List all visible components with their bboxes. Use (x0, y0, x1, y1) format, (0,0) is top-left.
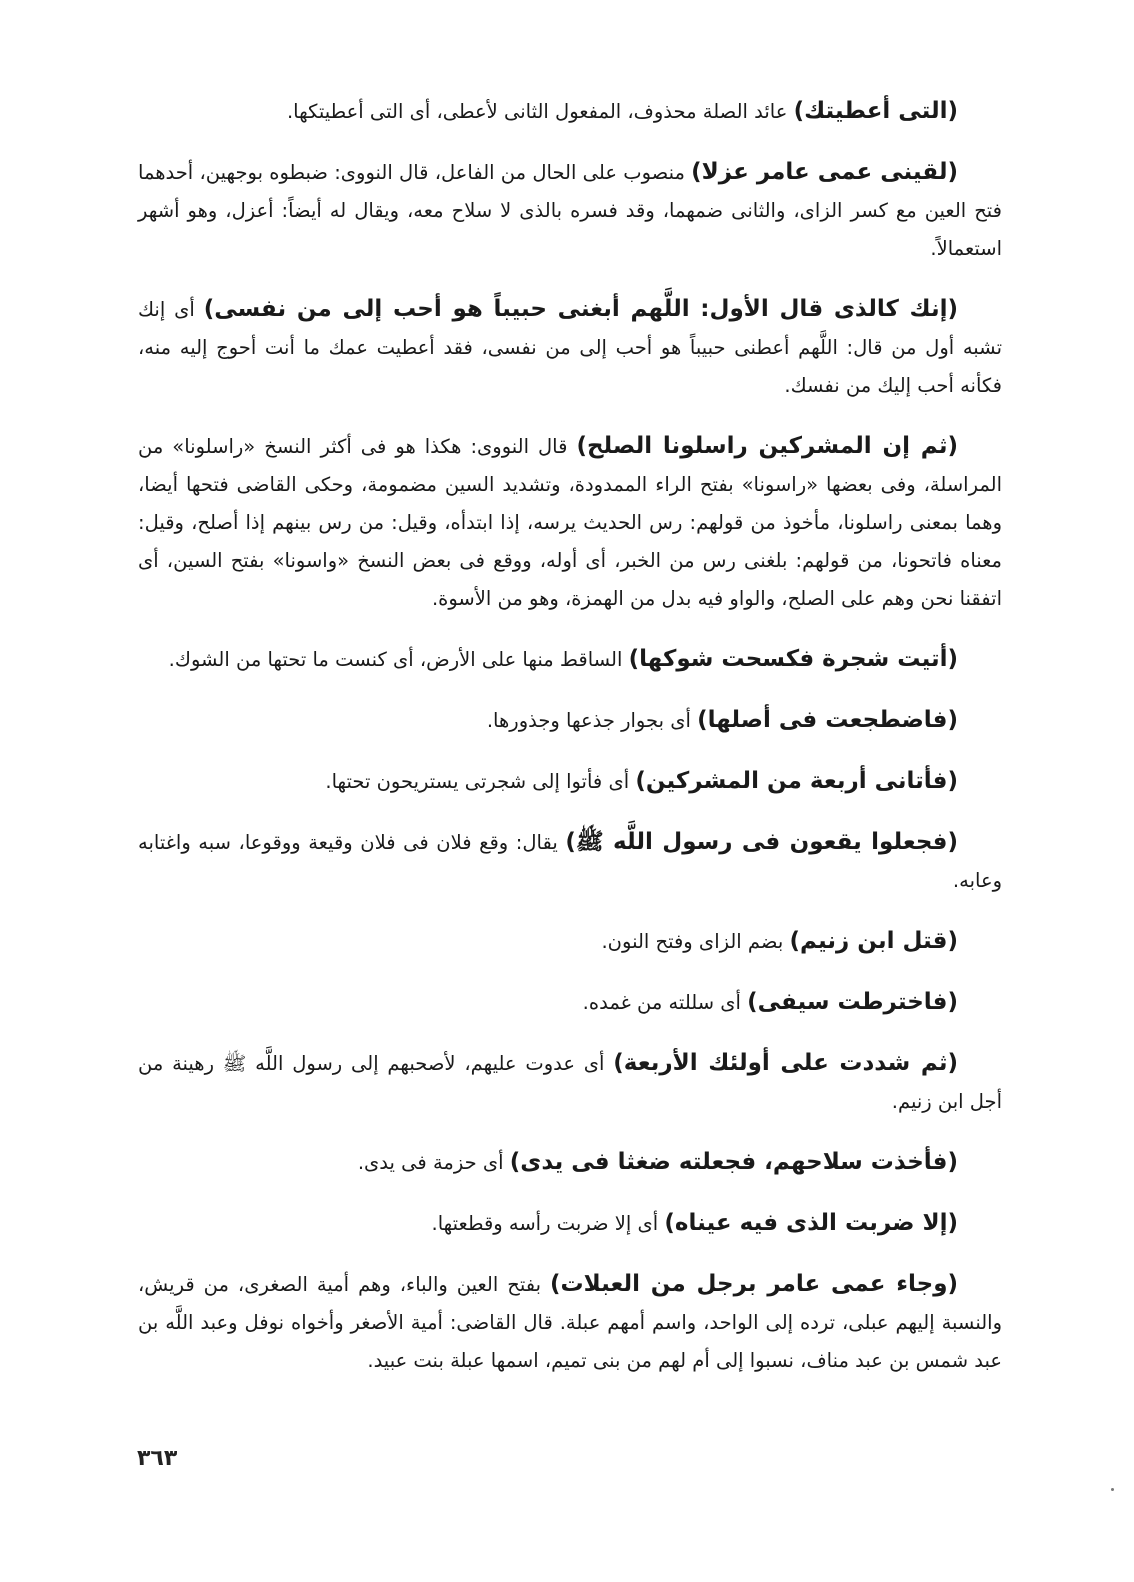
gloss: بضم الزاى وفتح النون. (601, 930, 790, 953)
entry-12 (138, 1143, 1002, 1182)
lemma: (فأخذت سلاحهم، فجعلته ضغثا فى يدى) (509, 1149, 958, 1175)
gloss: أى إنك تشبه أول من قال: اللَّهم أعطنى حبيباً هو أحب إلى من نفسى، فقد أعطيت عمك ما أنت أحوج إليه منه، فكأنه أحب إليك من نفسك. (138, 298, 1002, 397)
entry-5 (138, 640, 1002, 679)
lemma: (وجاء عمى عامر برجل من العبلات) (550, 1271, 959, 1297)
lemma: (لقينى عمى عامر عزلا) (691, 159, 958, 185)
entry-13 (138, 1204, 1002, 1243)
gloss: عائد الصلة محذوف، المفعول الثانى لأعطى، أى التى أعطيتكها. (286, 100, 794, 123)
lemma: (فأتانى أربعة من المشركين) (635, 768, 958, 794)
entry-9 (138, 922, 1002, 961)
entry-11 (138, 1044, 1002, 1121)
lemma: (فاخترطت سيفى) (747, 989, 958, 1015)
gloss: أى حزمة فى يدى. (357, 1151, 510, 1174)
gloss: قال النووى: هكذا هو فى أكثر النسخ «راسلونا» من المراسلة، وفى بعضها «راسونا» بفتح الراء الممدودة، وتشديد السين مضمومة، وحكى القاضى فتحها أيضا، وهما بمعنى راسلونا، مأخوذ من قولهم: رس الحديث يرسه، إذا ابتدأه، وقيل: من رس بينهم إذا أصلح، وقيل: معناه فاتحونا، من قولهم: بلغنى رس من الخبر، أى أوله، ووقع فى بعض النسخ «واسونا» بفتح السين، أى اتفقنا نحن وهم على الصلح، والواو فيه بدل من الهمزة، وهو من الأسوة. (138, 435, 1002, 610)
gloss: يقال: وقع فلان فى فلان وقيعة ووقوعا، سبه واغتابه وعابه. (138, 831, 1002, 892)
entry-3 (138, 290, 1002, 405)
gloss: الساقط منها على الأرض، أى كنست ما تحتها من الشوك. (168, 648, 629, 671)
lemma: (ثم شددت على أولئك الأربعة) (613, 1050, 958, 1076)
entry-6 (138, 701, 1002, 740)
lemma: (فاضطجعت فى أصلها) (697, 707, 958, 733)
commentary-body (138, 92, 1002, 1402)
entry-2 (138, 153, 1002, 268)
lemma: (قتل ابن زنيم) (789, 928, 958, 954)
lemma: (فجعلوا يقعون فى رسول اللَّه ﷺ) (565, 829, 958, 855)
entry-8 (138, 823, 1002, 900)
entry-4 (138, 427, 1002, 618)
page-number: ٣٦٣ (137, 1446, 178, 1471)
entry-14 (138, 1265, 1002, 1380)
lemma: (أتيت شجرة فكسحت شوكها) (628, 646, 958, 672)
gloss: أى سللته من غمده. (582, 991, 748, 1014)
lemma: (إنك كالذى قال الأول: اللَّهم أبغنى حبيباً هو أحب إلى من نفسى) (203, 296, 958, 322)
entry-10 (138, 983, 1002, 1022)
gloss: منصوب على الحال من الفاعل، قال النووى: ضبطوه بوجهين، أحدهما فتح العين مع كسر الزاى، والثانى ضمهما، وقد فسره بالذى لا سلاح معه، ويقال له أيضاً: أعزل، وهو أشهر استعمالاً. (138, 161, 1002, 260)
gloss: أى فأتوا إلى شجرتى يستريحون تحتها. (325, 770, 636, 793)
entry-7 (138, 762, 1002, 801)
lemma: (إلا ضربت الذى فيه عيناه) (664, 1210, 958, 1236)
lemma: (ثم إن المشركين راسلونا الصلح) (576, 433, 958, 459)
scan-speck (1111, 1488, 1114, 1491)
gloss: أى إلا ضربت رأسه وقطعتها. (431, 1212, 665, 1235)
gloss: أى بجوار جذعها وجذورها. (486, 709, 698, 732)
gloss: أى عدوت عليهم، لأصحبهم إلى رسول اللَّه ﷺ رهينة من أجل ابن زنيم. (138, 1052, 1002, 1113)
lemma: (التى أعطيتك) (793, 98, 958, 124)
entry-1 (138, 92, 1002, 131)
gloss: بفتح العين والباء، وهم أمية الصغرى، من قريش، والنسبة إليهم عبلى، ترده إلى الواحد، واسم أمهم عبلة. قال القاضى: أمية الأصغر وأخواه نوفل وعبد اللَّه بن عبد شمس بن عبد مناف، نسبوا إلى أم لهم من بنى تميم، اسمها عبلة بنت عبيد. (138, 1273, 1002, 1372)
